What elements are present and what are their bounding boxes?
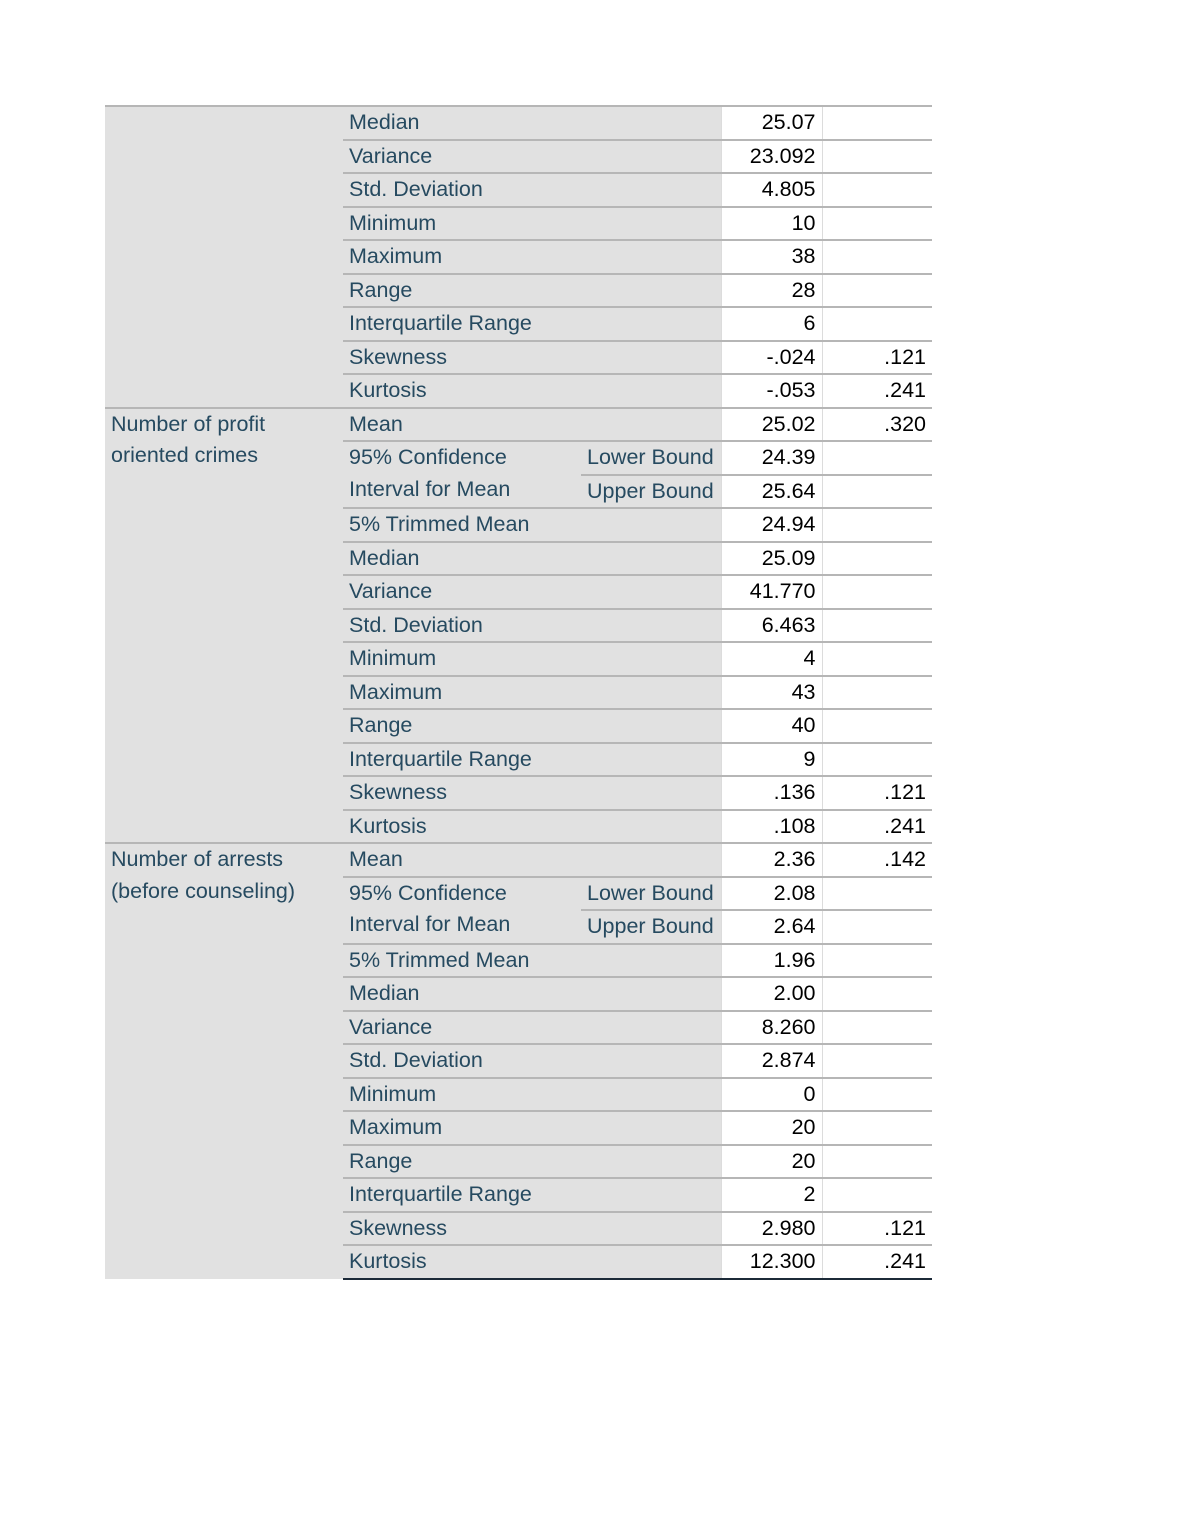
std-error-value	[822, 1145, 932, 1179]
statistic-value: 4.805	[721, 173, 822, 207]
stat-label: Median	[343, 977, 721, 1011]
stat-label: Median	[343, 106, 721, 140]
std-error-value	[822, 743, 932, 777]
statistic-value: 2.08	[721, 877, 822, 911]
statistic-value: 2.980	[721, 1212, 822, 1246]
stat-label: Median	[343, 542, 721, 576]
std-error-value	[822, 106, 932, 140]
table-row	[105, 843, 932, 877]
statistic-value: -.053	[721, 374, 822, 408]
stat-label: Skewness	[343, 776, 721, 810]
statistic-value: 25.09	[721, 542, 822, 576]
ci-upper-label: Upper Bound	[581, 910, 721, 944]
statistic-value: 40	[721, 709, 822, 743]
std-error-value	[822, 207, 932, 241]
statistic-value: 23.092	[721, 140, 822, 174]
std-error-value	[822, 642, 932, 676]
statistic-value: .108	[721, 810, 822, 844]
statistic-value: 1.96	[721, 944, 822, 978]
std-error-value: .121	[822, 1212, 932, 1246]
stat-label: Kurtosis	[343, 1245, 721, 1279]
statistic-value: 6.463	[721, 609, 822, 643]
std-error-value	[822, 475, 932, 509]
statistic-value: 41.770	[721, 575, 822, 609]
std-error-value	[822, 977, 932, 1011]
stat-label: Range	[343, 274, 721, 308]
ci-label: 95% Confidence Interval for Mean	[343, 441, 581, 508]
statistic-value: 24.39	[721, 441, 822, 475]
std-error-value	[822, 575, 932, 609]
statistic-value: 6	[721, 307, 822, 341]
variable-label	[105, 106, 343, 408]
statistic-value: 0	[721, 1078, 822, 1112]
descriptives-table	[105, 105, 932, 1280]
std-error-value	[822, 307, 932, 341]
ci-lower-label: Lower Bound	[581, 877, 721, 911]
std-error-value	[822, 1044, 932, 1078]
std-error-value	[822, 944, 932, 978]
std-error-value	[822, 676, 932, 710]
statistic-value: 2	[721, 1178, 822, 1212]
statistic-value: 12.300	[721, 1245, 822, 1279]
std-error-value: .241	[822, 1245, 932, 1279]
std-error-value	[822, 1178, 932, 1212]
stat-label: Maximum	[343, 1111, 721, 1145]
variable-label: Number of profit oriented crimes	[105, 408, 343, 844]
stat-label: Std. Deviation	[343, 609, 721, 643]
statistic-value: 2.36	[721, 843, 822, 877]
stat-label: Minimum	[343, 642, 721, 676]
stat-label: Mean	[343, 408, 721, 442]
statistic-value: 10	[721, 207, 822, 241]
statistic-value: 28	[721, 274, 822, 308]
statistic-value: 24.94	[721, 508, 822, 542]
statistic-value: 25.64	[721, 475, 822, 509]
statistic-value: 20	[721, 1111, 822, 1145]
statistic-value: 4	[721, 642, 822, 676]
std-error-value	[822, 877, 932, 911]
descriptives-table-wrapper	[105, 105, 932, 1280]
stat-label: Variance	[343, 1011, 721, 1045]
std-error-value: .320	[822, 408, 932, 442]
statistic-value: 8.260	[721, 1011, 822, 1045]
std-error-value	[822, 441, 932, 475]
std-error-value	[822, 173, 932, 207]
stat-label: Range	[343, 1145, 721, 1179]
ci-upper-label: Upper Bound	[581, 475, 721, 509]
stat-label: Interquartile Range	[343, 743, 721, 777]
stat-label: Kurtosis	[343, 374, 721, 408]
stat-label: Std. Deviation	[343, 1044, 721, 1078]
statistic-value: 2.874	[721, 1044, 822, 1078]
stat-label: Variance	[343, 575, 721, 609]
std-error-value	[822, 542, 932, 576]
std-error-value	[822, 1011, 932, 1045]
statistic-value: 25.07	[721, 106, 822, 140]
stat-label: Minimum	[343, 207, 721, 241]
std-error-value	[822, 1111, 932, 1145]
std-error-value: .121	[822, 776, 932, 810]
stat-label: Range	[343, 709, 721, 743]
statistic-value: 25.02	[721, 408, 822, 442]
table-row	[105, 408, 932, 442]
statistic-value: 2.00	[721, 977, 822, 1011]
ci-lower-label: Lower Bound	[581, 441, 721, 475]
statistic-value: 43	[721, 676, 822, 710]
stat-label: 5% Trimmed Mean	[343, 944, 721, 978]
statistic-value: .136	[721, 776, 822, 810]
stat-label: Kurtosis	[343, 810, 721, 844]
stat-label: Interquartile Range	[343, 307, 721, 341]
stat-label: Minimum	[343, 1078, 721, 1112]
std-error-value: .121	[822, 341, 932, 375]
std-error-value	[822, 910, 932, 944]
stat-label: 5% Trimmed Mean	[343, 508, 721, 542]
stat-label: Mean	[343, 843, 721, 877]
statistic-value: 38	[721, 240, 822, 274]
table-row	[105, 106, 932, 140]
std-error-value: .241	[822, 374, 932, 408]
stat-label: Maximum	[343, 240, 721, 274]
stat-label: Interquartile Range	[343, 1178, 721, 1212]
statistic-value: 9	[721, 743, 822, 777]
stat-label: Skewness	[343, 341, 721, 375]
std-error-value	[822, 609, 932, 643]
stat-label: Variance	[343, 140, 721, 174]
stat-label: Std. Deviation	[343, 173, 721, 207]
ci-label: 95% Confidence Interval for Mean	[343, 877, 581, 944]
statistic-value: -.024	[721, 341, 822, 375]
std-error-value: .142	[822, 843, 932, 877]
std-error-value	[822, 140, 932, 174]
std-error-value: .241	[822, 810, 932, 844]
statistic-value: 2.64	[721, 910, 822, 944]
statistic-value: 20	[721, 1145, 822, 1179]
stat-label: Skewness	[343, 1212, 721, 1246]
std-error-value	[822, 1078, 932, 1112]
std-error-value	[822, 240, 932, 274]
stat-label: Maximum	[343, 676, 721, 710]
std-error-value	[822, 709, 932, 743]
variable-label: Number of arrests (before counseling)	[105, 843, 343, 1279]
std-error-value	[822, 274, 932, 308]
std-error-value	[822, 508, 932, 542]
